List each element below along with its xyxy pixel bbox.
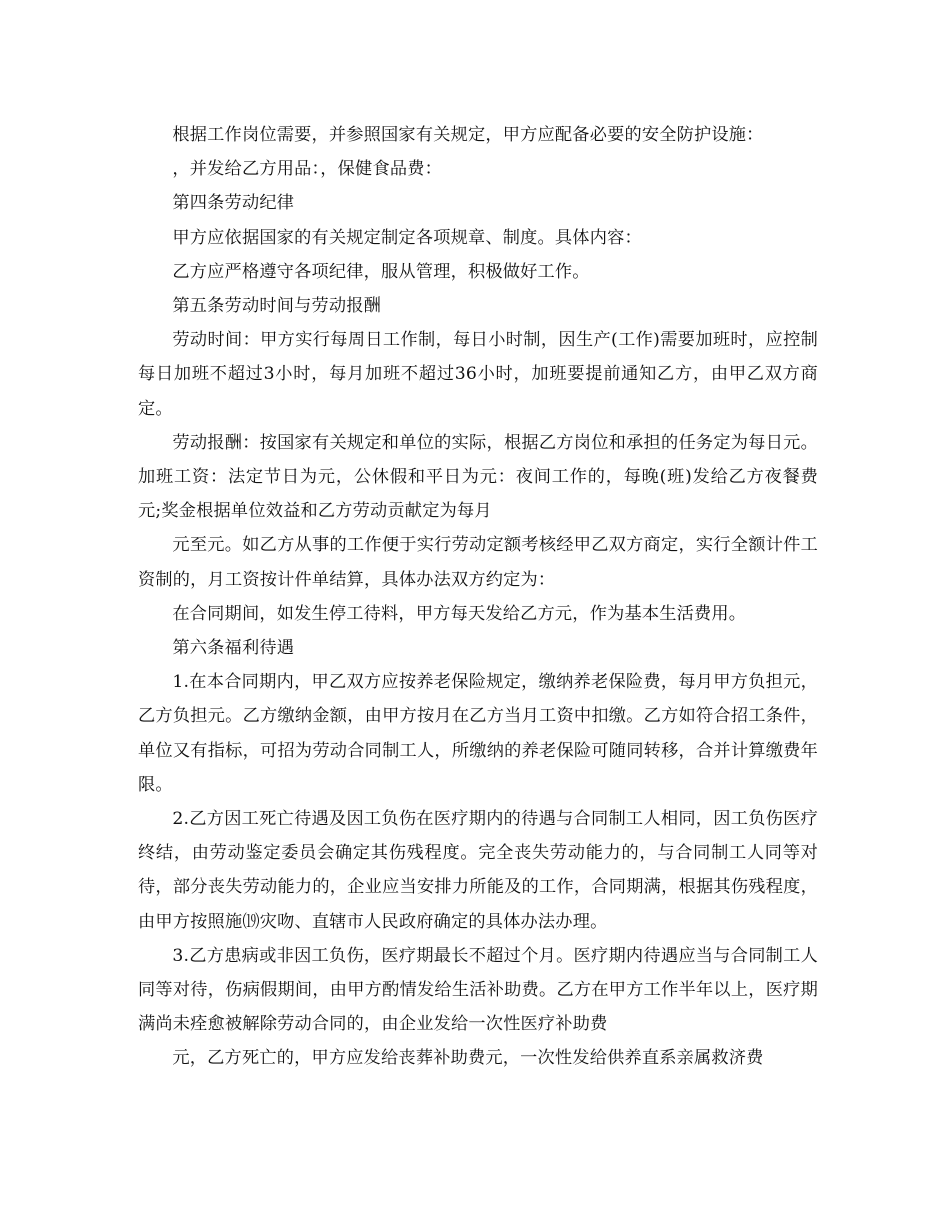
section-heading: 第六条福利待遇	[172, 638, 295, 659]
paragraph: 2.乙方因工死亡待遇及因工负伤在医疗期内的待遇与合同制工人相同，因工负伤医疗终结，由劳动鉴定委员会确定其伤残程度。完全丧失劳动能力的，与合同制工人同等对待，部分丧失劳动能力的，企业应当安排力所能及的工作，合同期满，根据其伤残程度，由甲方按照施⒆灾吻、直辖市人民政府确定的具体办法办理。	[138, 809, 818, 932]
paragraph: 乙方应严格遵守各项纪律，服从管理，积极做好工作。	[172, 261, 590, 282]
paragraph: 元，乙方死亡的，甲方应发给丧葬补助费元，一次性发给供养直系亲属救济费	[172, 1048, 764, 1069]
paragraph: 劳动报酬：按国家有关规定和单位的实际，根据乙方岗位和承担的任务定为每日元。加班工资：法定节日为元，公休假和平日为元：夜间工作的，每晚(班)发给乙方夜餐费元;奖金根据单位效益和乙方劳动贡献定为每月	[138, 432, 818, 522]
paragraph: ，并发给乙方用品：，保健食品费：	[172, 159, 442, 180]
section-heading: 第四条劳动纪律	[172, 193, 295, 214]
paragraph: 元至元。如乙方从事的工作便于实行劳动定额考核经甲乙双方商定，实行全额计件工资制的，月工资按计件单结算，具体办法双方约定为：	[138, 535, 818, 590]
paragraph: 甲方应依据国家的有关规定制定各项规章、制度。具体内容：	[172, 227, 642, 248]
paragraph: 1.在本合同期内，甲乙双方应按养老保险规定，缴纳养老保险费，每月甲方负担元，乙方负担元。乙方缴纳金额，由甲方按月在乙方当月工资中扣缴。乙方如符合招工条件，单位又有指标，可招为劳动合同制工人，所缴纳的养老保险可随同转移，合并计算缴费年限。	[138, 672, 818, 795]
document-body	[138, 118, 818, 1076]
paragraph: 3.乙方患病或非因工负伤，医疗期最长不超过个月。医疗期内待遇应当与合同制工人同等对待，伤病假期间，由甲方酌情发给生活补助费。乙方在甲方工作半年以上，医疗期满尚未痊愈被解除劳动合同的，由企业发给一次性医疗补助费	[138, 945, 818, 1035]
paragraph: 在合同期间，如发生停工待料，甲方每天发给乙方元，作为基本生活费用。	[172, 603, 747, 624]
paragraph: 劳动时间：甲方实行每周日工作制，每日小时制，因生产(工作)需要加班时，应控制每日加班不超过3小时，每月加班不超过36小时，加班要提前通知乙方，由甲乙双方商定。	[138, 330, 818, 419]
paragraph: 根据工作岗位需要，并参照国家有关规定，甲方应配备必要的安全防护设施：	[172, 125, 764, 145]
section-heading: 第五条劳动时间与劳动报酬	[172, 296, 382, 317]
